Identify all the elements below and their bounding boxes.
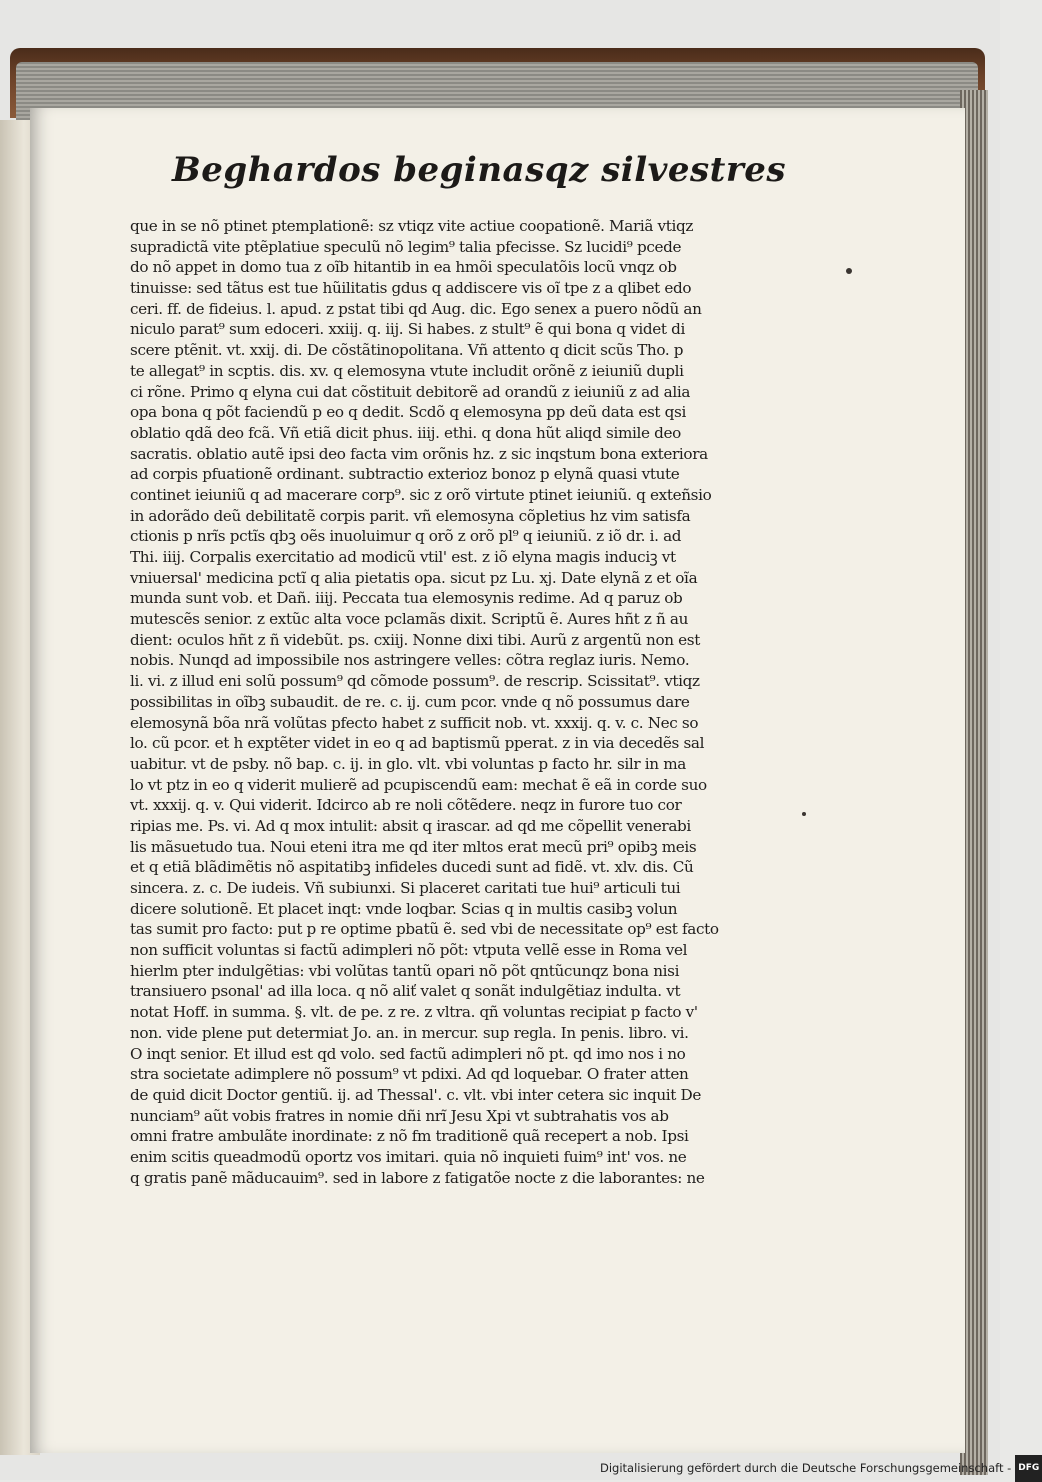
text-line: lo vt ptz in eo q viderit mulierẽ ad pcupiscendũ eam: mechat ẽ eã in corde suo <box>130 775 707 794</box>
text-line: niculo parat⁹ sum edoceri. xxiij. q. iij. Si habes. z stult⁹ ẽ qui bona q videt di <box>130 320 685 339</box>
text-line: munda sunt vob. et Dañ. iiij. Peccata tua elemosynis redime. Ad q paruz ob <box>130 589 683 608</box>
text-line: tinuisse: sed tãtus est tue hũilitatis gdus q addiscere vis oĩ tpe z a qlibet edo <box>130 279 692 298</box>
text-line: dient: oculos hñt z ñ videbũt. ps. cxiij. Nonne dixi tibi. Aurũ z argentũ non est <box>130 630 700 649</box>
dfg-logo: DFG <box>1015 1455 1042 1482</box>
text-line: ci rõne. Primo q elyna cui dat cõstituit debitorẽ ad orandũ z ieiuniũ z ad alia <box>130 382 691 401</box>
text-line: sincera. z. c. De iudeis. Vñ subiunxi. Si placeret caritati tue hui⁹ articuli tui <box>130 879 681 897</box>
text-line: transiuero psonal' ad illa loca. q nõ aliť valet q sonãt indulgẽtiaz indulta. vt <box>130 982 681 1001</box>
text-line: enim scitis queadmodũ oportz vos imitari. quia nõ inquieti fuim⁹ int' vos. ne <box>130 1147 687 1166</box>
text-line: dicere solutionẽ. Et placet inqt: vnde loqbar. Scias q in multis casibꝫ volun <box>130 899 678 918</box>
text-line: scere ptẽnit. vt. xxij. di. De cõstãtinopolitana. Vñ attento q dicit scũs Tho. p <box>130 341 684 360</box>
text-line: hierlm pter indulgẽtias: vbi volũtas tantũ opari nõ põt qntũcunqz bona nisi <box>130 961 680 980</box>
text-line: ctionis p nrĩs pctĩs qbꝫ oẽs inuoluimur q orõ z orõ pl⁹ q ieiuniũ. z iõ dr. i. ad <box>130 527 682 546</box>
text-line: ripias me. Ps. vi. Ad q mox intulit: absit q irascar. ad qd me cõpellit venerabi <box>130 816 691 835</box>
wormhole-mark <box>802 812 806 816</box>
text-line: tas sumit pro facto: put p re optime pbatũ ẽ. sed vbi de necessitate op⁹ est facto <box>130 920 719 939</box>
body-text-block <box>130 216 775 1188</box>
text-line: vniuersal' medicina pctĩ q alia pietatis opa. sicut pz Lu. xj. Date elynã z et oĩa <box>130 568 698 587</box>
text-line: de quid dicit Doctor gentiũ. ij. ad Thessal'. c. vlt. vbi inter cetera sic inquit De <box>130 1085 701 1104</box>
text-line: non sufficit voluntas si factũ adimpleri nõ põt: vtputa vellẽ esse in Roma vel <box>130 941 688 960</box>
text-line: supradictã vite ptẽplatiue speculũ nõ legim⁹ talia pfecisse. Sz lucidi⁹ pcede <box>130 237 682 256</box>
text-line: lis mãsuetudo tua. Noui eteni itra me qd iter mltos erat mecũ pri⁹ opibꝫ meis <box>130 837 697 856</box>
text-line: uabitur. vt de psby. nõ bap. c. ij. in glo. vlt. vbi voluntas p facto hr. silr in ma <box>130 754 686 773</box>
text-line: continet ieiuniũ q ad macerare corp⁹. sic z orõ virtute ptinet ieiuniũ. q exteñsio <box>130 485 712 504</box>
page-heading: Beghardos beginasqz silvestres <box>172 150 787 190</box>
text-line: nunciam⁹ aũt vobis fratres in nomie dñi nrĩ Jesu Xpi vt subtrahatis vos ab <box>130 1106 669 1125</box>
wormhole-mark <box>846 268 852 274</box>
text-line: oblatio qdã deo fcã. Vñ etiã dicit phus. iiij. ethi. q dona hũt aliqd simile deo <box>130 423 681 442</box>
text-line: non. vide plene put determiat Jo. an. in mercur. sup regla. In penis. libro. vi. <box>130 1023 689 1042</box>
text-line: do nõ appet in domo tua z oĩb hitantib in ea hmõi speculatõis locũ vnqz ob <box>130 258 677 277</box>
text-line: li. vi. z illud eni solũ possum⁹ qd cõmode possum⁹. de rescrip. Scissitat⁹. vtiqz <box>130 672 700 691</box>
text-line: opa bona q põt faciendũ p eo q dedit. Scdõ q elemosyna pp deũ data est qsi <box>130 403 686 422</box>
text-line: et q etiã blãdimẽtis nõ aspitatibꝫ infideles ducedi sunt ad fidẽ. vt. xlv. dis. Cũ <box>130 858 694 877</box>
text-line: in adorãdo deũ debilitatẽ corpis parit. vñ elemosyna cõpletius hz vim satisfa <box>130 506 691 525</box>
text-line: possibilitas in oĩbꝫ subaudit. de re. c. ij. cum pcor. vnde q nõ possumus dare <box>130 692 690 711</box>
text-line: nobis. Nunqd ad impossibile nos astringere velles: cõtra reglaz iuris. Nemo. <box>130 651 690 670</box>
text-line: omni fratre ambulãte inordinate: z nõ fm traditionẽ quã recepert a nob. Ipsi <box>130 1127 689 1146</box>
footer-credit-text: Digitalisierung gefördert durch die Deutsche Forschungsgemeinschaft - <box>600 1461 1012 1475</box>
text-line: q gratis panẽ mãducauim⁹. sed in labore z fatigatõe nocte z die laborantes: ne <box>130 1168 705 1187</box>
text-line: Thi. iiij. Corpalis exercitatio ad modicũ vtil' est. z iõ elyna magis induciꝫ vt <box>130 548 676 566</box>
text-line: vt. xxxij. q. v. Qui viderit. Idcirco ab re noli cõtẽdere. neqz in furore tuo cor <box>130 796 682 815</box>
text-line: lo. cũ pcor. et h exptẽter videt in eo q ad baptismũ pperat. z in via decedẽs sal <box>130 734 705 753</box>
text-line: ad corpis pfuationẽ ordinant. subtractio exterioz bonoz p elynã quasi vtute <box>130 465 680 484</box>
text-line: mutescẽs senior. z extũc alta voce pclamãs dixit. Scriptũ ẽ. Aures hñt z ñ au <box>130 610 689 629</box>
footer-credit <box>600 1455 1040 1480</box>
text-line: ceri. ff. de fideius. l. apud. z pstat tibi qd Aug. dic. Ego senex a puero nõdũ an <box>130 299 702 318</box>
text-line: stra societate adimplere nõ possum⁹ vt pdixi. Ad qd loquebar. O frater atten <box>130 1065 689 1084</box>
text-line: elemosynã bõa nrã volũtas pfecto habet z sufficit nob. vt. xxxij. q. v. c. Nec so <box>130 713 699 732</box>
text-line: O inqt senior. Et illud est qd volo. sed factũ adimpleri nõ pt. qd imo nos i no <box>130 1044 686 1063</box>
text-line: notat Hoff. in summa. §. vlt. de pe. z re. z vltra. qñ voluntas recipiat p facto v' <box>130 1003 698 1022</box>
text-line: te allegat⁹ in scptis. dis. xv. q elemosyna vtute includit orõnẽ z ieiuniũ dupli <box>130 361 684 380</box>
text-line: que in se nõ ptinet ptemplationẽ: sz vtiqz vite actiue coopationẽ. Mariã vtiqz <box>130 217 694 235</box>
text-line: sacratis. oblatio autẽ ipsi deo facta vim orõnis hz. z sic inqstum bona exteriora <box>130 444 708 463</box>
